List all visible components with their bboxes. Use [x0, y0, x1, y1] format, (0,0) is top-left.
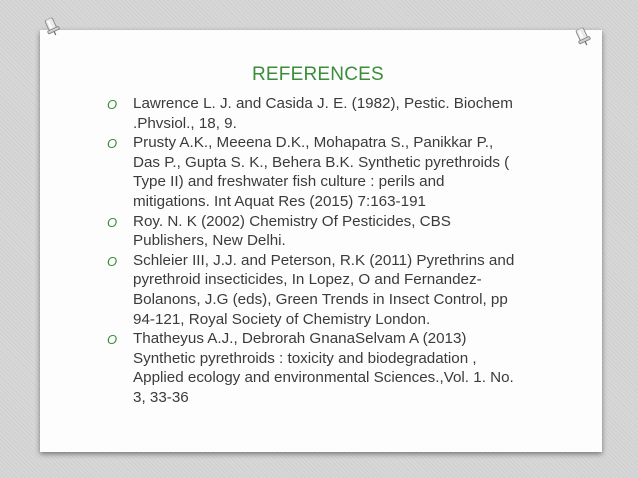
reference-item [107, 329, 547, 407]
reference-item [107, 212, 547, 251]
reference-line: .Phvsiol., 18, 9. [133, 114, 237, 132]
reference-line: Roy. N. K (2002) Chemistry Of Pesticides, CBS [133, 212, 451, 230]
reference-line: Synthetic pyrethroids : toxicity and biodegradation , [133, 349, 477, 367]
reference-line: pyrethroid insecticides, In Lopez, O and Fernandez- [133, 271, 482, 289]
bullet-icon: O [107, 332, 118, 348]
reference-line: Bolanons, J.G (eds), Green Trends in Insect Control, pp [133, 290, 508, 308]
reference-line: Publishers, New Delhi. [133, 232, 286, 250]
reference-line: Applied ecology and environmental Sciences.,Vol. 1. No. [133, 369, 514, 387]
reference-line: Type II) and freshwater fish culture : perils and [133, 173, 445, 191]
reference-item [107, 94, 547, 133]
reference-line: Thatheyus A.J., Debrorah GnanaSelvam A (2013) [133, 330, 467, 348]
reference-line: Prusty A.K., Meeena D.K., Mohapatra S., Panikkar P., [133, 134, 494, 152]
reference-line: Schleier III, J.J. and Peterson, R.K (2011) Pyrethrins and [133, 251, 515, 269]
reference-line: Das P., Gupta S. K., Behera B.K. Synthetic pyrethroids ( [133, 153, 510, 171]
bullet-icon: O [107, 97, 118, 112]
references-list [107, 94, 547, 408]
reference-line: 3, 33-36 [133, 388, 189, 406]
reference-line: 94-121, Royal Society of Chemistry London. [133, 310, 431, 328]
slide-title: REFERENCES [252, 64, 384, 85]
reference-item [107, 251, 547, 329]
reference-line: Lawrence L. J. and Casida J. E. (1982), Pestic. Biochem [133, 95, 513, 112]
bullet-icon: O [107, 253, 118, 269]
bullet-icon: O [107, 214, 118, 230]
reference-line: mitigations. Int Aquat Res (2015) 7:163-191 [133, 192, 426, 210]
bullet-icon: O [107, 136, 118, 152]
reference-item [107, 133, 547, 211]
